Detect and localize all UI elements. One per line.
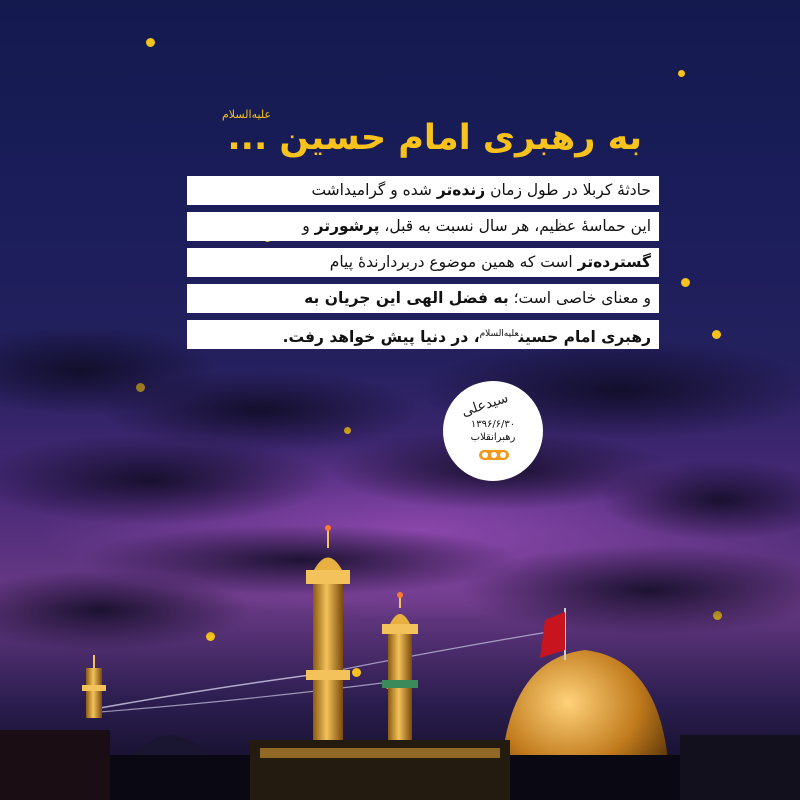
quote-emphasis: ، در دنیا پیش خواهد رفت. bbox=[282, 328, 480, 347]
signature: سیدعلی bbox=[459, 389, 511, 421]
star-dot bbox=[678, 70, 685, 77]
shrine-illustration bbox=[0, 500, 800, 800]
seal-date: ۱۳۹۶/۶/۳۰ bbox=[470, 419, 516, 430]
seal-role: رهبرانقلاب bbox=[470, 432, 516, 443]
quote-honorific: علیه‌السلام bbox=[479, 329, 519, 339]
quote-line-3 bbox=[187, 248, 659, 277]
quote-line-4 bbox=[187, 284, 659, 313]
quote-text: شده و گرامیداشت bbox=[311, 181, 437, 199]
quote-line-2 bbox=[187, 212, 659, 241]
quote-line-1 bbox=[187, 176, 659, 205]
quote-emphasis: رهبری امام حسین bbox=[518, 328, 651, 347]
quote-emphasis: گسترده‌تر bbox=[577, 253, 651, 271]
quote-text: و معنای خاصی است؛ bbox=[508, 289, 651, 307]
quote-emphasis: پرشورتر bbox=[314, 217, 380, 235]
quote-text: حادثۀ کربلا در طول زمان bbox=[485, 181, 651, 199]
quote-text: است که همین موضوع دربردارندۀ پیام bbox=[329, 253, 578, 271]
quote-line-5 bbox=[187, 320, 659, 349]
headline: به رهبری امام حسین ... bbox=[227, 118, 642, 158]
khamenei-logo-icon bbox=[479, 447, 509, 463]
signature-seal bbox=[443, 381, 543, 481]
quote-text: این حماسۀ عظیم، هر سال نسبت به قبل، bbox=[379, 217, 651, 235]
star-dot bbox=[146, 38, 155, 47]
quote-emphasis: زنده‌تر bbox=[436, 181, 486, 199]
star-dot bbox=[681, 278, 690, 287]
headline-honorific: علیه‌السلام bbox=[222, 108, 272, 121]
quote-text: و bbox=[302, 217, 315, 235]
quote-emphasis: به فضل الهی این جریان به bbox=[304, 289, 509, 307]
